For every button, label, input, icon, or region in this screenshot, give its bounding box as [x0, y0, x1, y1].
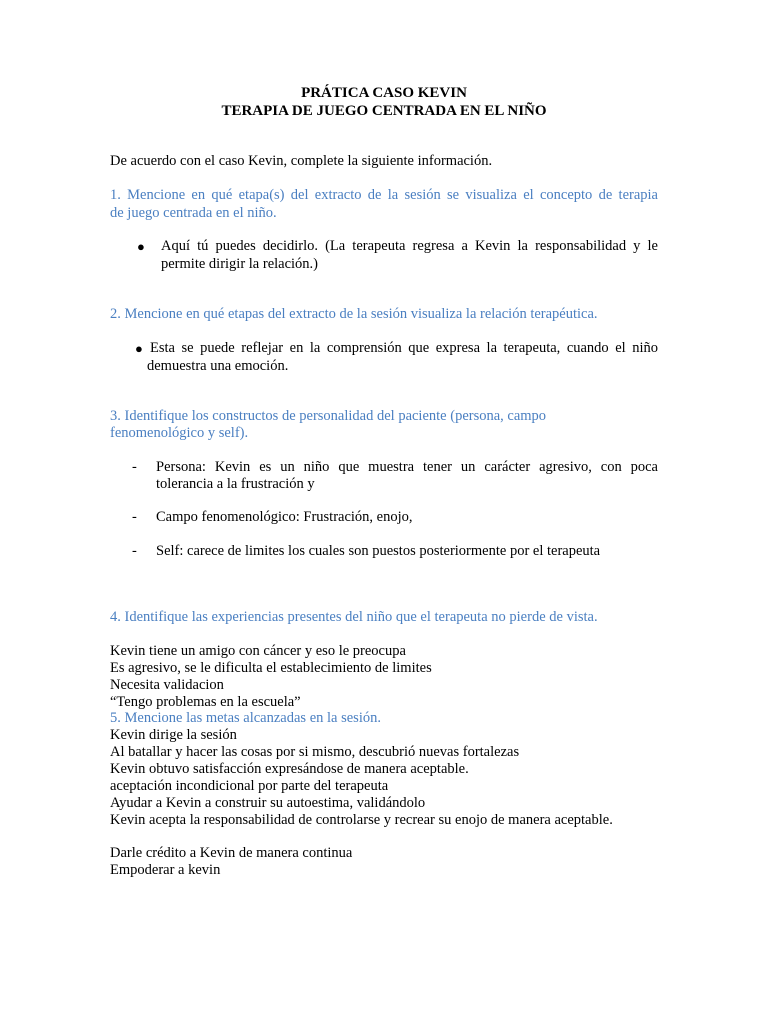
- question-2-text: 2. Mencione en qué etapas del extracto de la sesión visualiza la relación terapéutica.: [110, 306, 598, 322]
- answer-5-item: Al batallar y hacer las cosas por si mismo, descubrió nuevas fortalezas: [110, 744, 520, 760]
- answer-5-item: Ayudar a Kevin a construir su autoestima, validándolo: [110, 795, 426, 811]
- intro-text: De acuerdo con el caso Kevin, complete la siguiente información.: [110, 153, 493, 169]
- answer-5-item: Kevin obtuvo satisfacción expresándose de manera aceptable.: [110, 761, 469, 777]
- answer-2-line2: demuestra una emoción.: [147, 358, 289, 374]
- question-1-line1: 1. Mencione en qué etapa(s) del extracto de la sesión se visualiza el concepto de terapia: [110, 187, 658, 203]
- question-3-line1: 3. Identifique los constructos de personalidad del paciente (persona, campo: [110, 408, 547, 424]
- answer-4-item: Necesita validacion: [110, 677, 224, 693]
- self-line: Self: carece de limites los cuales son puestos posteriormente por el terapeuta: [156, 543, 601, 559]
- extra-item: Darle crédito a Kevin de manera continua: [110, 845, 353, 861]
- bullet-icon: ●: [137, 239, 145, 254]
- dash-marker: -: [132, 543, 137, 559]
- answer-4-item: Es agresivo, se le dificulta el establecimiento de limites: [110, 660, 432, 676]
- document-title-line2: TERAPIA DE JUEGO CENTRADA EN EL NIÑO: [221, 103, 547, 119]
- question-1-line2: de juego centrada en el niño.: [110, 205, 277, 221]
- extra-item: Empoderar a kevin: [110, 862, 221, 878]
- answer-5-item: Kevin acepta la responsabilidad de controlarse y recrear su enojo de manera aceptable.: [110, 812, 613, 828]
- answer-5-item: Kevin dirige la sesión: [110, 727, 237, 743]
- bullet-icon: ●: [135, 341, 143, 356]
- document-title-line1: PRÁTICA CASO KEVIN: [301, 85, 467, 101]
- persona-line2: tolerancia a la frustración y: [156, 476, 315, 492]
- answer-5-item: aceptación incondicional por parte del terapeuta: [110, 778, 389, 794]
- dash-marker: -: [132, 459, 137, 475]
- answer-4-item: “Tengo problemas en la escuela”: [110, 694, 301, 710]
- dash-marker: -: [132, 509, 137, 525]
- answer-4-item: Kevin tiene un amigo con cáncer y eso le preocupa: [110, 643, 406, 659]
- campo-fenomenologico-line: Campo fenomenológico: Frustración, enojo,: [156, 509, 413, 525]
- persona-line1: Persona: Kevin es un niño que muestra tener un carácter agresivo, con poca: [156, 459, 658, 475]
- answer-1-line1: Aquí tú puedes decidirlo. (La terapeuta regresa a Kevin la responsabilidad y le: [161, 238, 658, 254]
- answer-1-line2: permite dirigir la relación.): [161, 256, 319, 272]
- question-4-text: 4. Identifique las experiencias presentes del niño que el terapeuta no pierde de vista.: [110, 609, 598, 625]
- question-3-line2: fenomenológico y self).: [110, 425, 249, 441]
- question-5-text: 5. Mencione las metas alcanzadas en la sesión.: [110, 710, 381, 726]
- answer-2-line1: Esta se puede reflejar en la comprensión que expresa la terapeuta, cuando el niño: [150, 340, 658, 356]
